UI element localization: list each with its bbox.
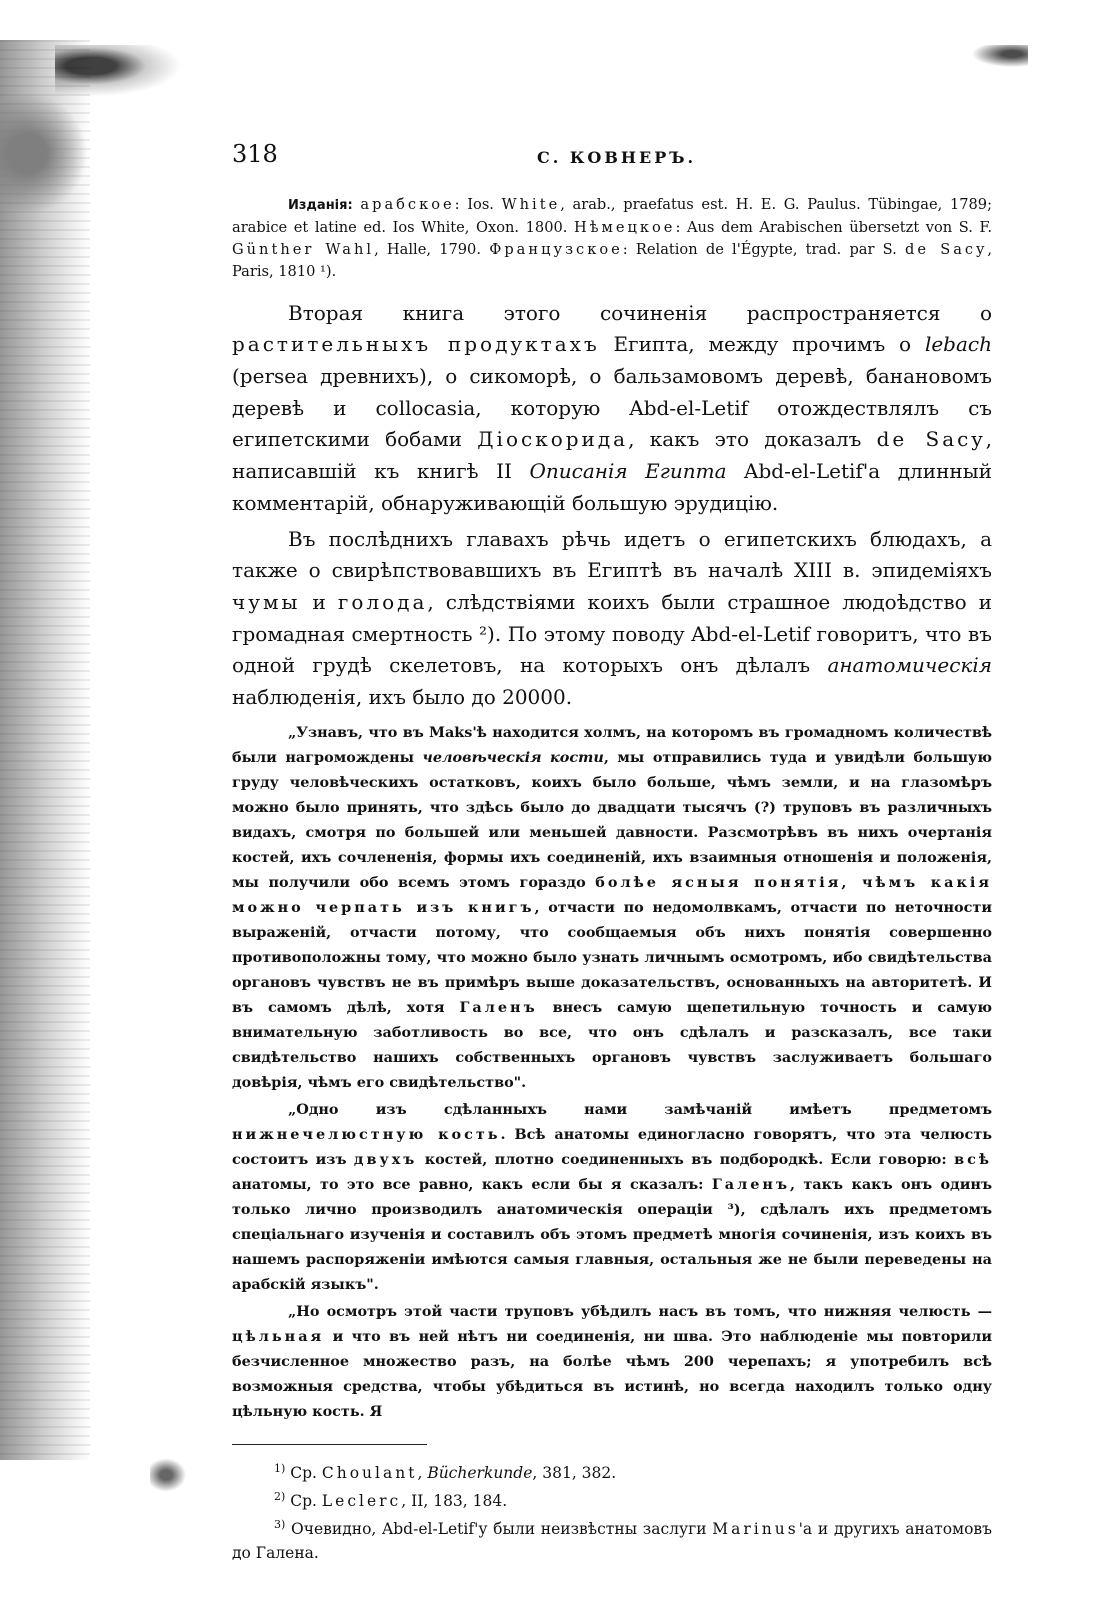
text-run: (persea древнихъ), о сикоморѣ, о бальзамовомъ деревѣ, банановомъ деревѣ и collocasia, которую Abd-el-Letif отождествлялъ съ египетскими бобами [232,364,992,452]
scan-shadow-top [55,45,235,115]
text-run: Въ послѣднихъ главахъ рѣчь идетъ о египетскихъ блюдахъ, а также о свирѣпствовавшихъ въ Египтѣ въ началѣ XIII в. эпидеміяхъ [232,526,992,583]
spaced-text: Choulant [321,1463,418,1482]
text-run: наблюденія, ихъ было до 20000. [232,685,573,710]
text-run: Abd-el-Letif'a длинный комментарій, обнаруживающій большую эрудицію. [232,459,993,515]
text-run: „Но осмотръ этой части труповъ убѣдилъ насъ въ томъ, что нижняя челюсть — [288,1302,992,1320]
footnote-3 [232,1513,992,1565]
scan-speck-bottom [150,1455,190,1495]
quote-paragraph-3 [232,1299,992,1424]
text-run: , II, 183, 184. [401,1492,508,1511]
text-run: , мы отправились туда и увидѣли большую груду человѣческихъ остатковъ, коихъ было больше, чѣмъ земли, и на глазомѣръ можно было принять, что здѣсь было до двадцати тысячъ (?) труповъ въ различныхъ видахъ, смотря по большей или меньшей давности. Разсмотрѣвъ въ нихъ очертанія костей, ихъ сочлененія, формы ихъ соединеній, ихъ взаимныя отношенія и положенія, мы получили обо всемъ этомъ гораздо [232,748,992,891]
text-run: внесъ самую щепетильную точность и самую внимательную заботливость во все, что онъ сдѣлалъ и разсказалъ, все таки свидѣтельство нашихъ собственныхъ органовъ чувствъ заслуживаетъ большаго довѣрія, чѣмъ его свидѣтельство". [232,998,992,1091]
spaced-text: Нѣмецкое [574,219,676,236]
italic-text: Bücherkunde [427,1463,533,1482]
scan-shadow-left [0,40,90,1460]
italic-text: человѣческія кости [422,748,604,766]
italic-text: lebach [924,332,992,357]
spaced-text: Marinus [712,1520,799,1539]
footnote-marker: 2) [274,1489,286,1503]
text-run: , [417,1463,428,1482]
text-run: , 381, 382. [532,1463,617,1482]
spaced-text: нижнечелюстную кость [232,1125,501,1143]
editions-label: Изданія: [288,198,353,213]
spaced-text: всѣ [954,1150,992,1168]
editions-note [232,194,992,283]
text-run: 'a и другихъ анатомовъ до Галена. [232,1520,992,1563]
footnote-rule [232,1444,427,1445]
body-paragraph-2 [232,524,992,714]
footnote-1 [232,1457,992,1485]
spaced-text: растительныхъ продуктахъ [232,332,600,357]
spaced-text: болѣе ясныя понятія, чѣмъ какія можно черпать изъ книгъ [232,873,992,916]
spaced-text: Günther Wahl [232,241,375,258]
spaced-text: двухъ [353,1150,418,1168]
text-run: , слѣдствіями коихъ были страшное людоѣдство и громадная смертность ²). По этому поводу Abd-el-Letif говоритъ, что въ одной грудѣ скелетовъ, на которыхъ онъ дѣлалъ [232,589,992,678]
text-run: и [300,589,338,614]
footnote-2 [232,1485,992,1513]
spaced-text: Галенъ [459,998,538,1016]
footnotes [232,1457,992,1565]
spaced-text: Leclerc [321,1492,402,1511]
footnote-marker: 1) [274,1461,286,1475]
text-run: . Всѣ анатомы единогласно говорятъ, что эта челюсть состоитъ изъ [232,1125,992,1168]
book-page [232,140,992,1565]
quote-paragraph-1 [232,720,992,1095]
text-run: , Halle, 1790. [374,241,490,258]
spaced-text: Діоскорида [477,427,629,452]
spaced-text: голода [337,589,428,614]
spaced-text: чумы [232,589,301,614]
spaced-text: Французское [489,241,623,258]
spaced-text: de Sacy [905,241,988,258]
page-header [232,140,992,180]
text-run: „Узнавъ, что въ Maks'ѣ находится холмъ, на которомъ въ громадномъ количествѣ были нагромождены [232,723,992,766]
italic-text: анатомическія [827,653,992,678]
spaced-text: цѣльная [232,1327,325,1345]
footnote-marker: 3) [274,1518,286,1532]
spaced-text: de Sacy [876,427,986,452]
text-run: , такъ какъ онъ одинъ только лично производилъ анатомическія операціи ³), сдѣлалъ ихъ предметомъ спеціальнаго изученія и составилъ объ этомъ предметѣ многія сочиненія, изъ коихъ въ нашемъ распоряженіи имѣются самыя главныя, остальныя же не были переведены на арабскій языкъ". [232,1175,992,1293]
text-run: : Aus dem Arabischen übersetzt von S. F. [675,219,992,236]
body-paragraph-1 [232,298,992,520]
text-run: Очевидно, Abd-el-Letif'у были неизвѣстны заслуги [285,1520,713,1539]
text-run: Ср. [285,1492,322,1511]
text-run: : Relation de l'Égypte, trad. par S. [622,241,906,258]
scan-shadow-right [948,45,1028,75]
text-run: , какъ это доказалъ [628,427,877,452]
text-run: Ср. [285,1463,322,1482]
text-run: анатомы, то это все равно, какъ если бы я сказалъ: [232,1175,712,1193]
text-run: , Paris, 1810 ¹). [232,241,992,280]
running-head: С. КОВНЕРЪ. [537,148,697,167]
text-run: „Одно изъ сдѣланныхъ нами замѣчаній имѣетъ предметомъ [288,1100,992,1118]
text-run: , отчасти по недомолвкамъ, отчасти по неточности выраженій, отчасти потому, что сообщаемыя объ нихъ понятія совершенно противоположны тому, что можно было узнать личнымъ осмотромъ, ибо свидѣтельства органовъ чувствъ не въ примѣръ выше доказательствъ, основанныхъ на авторитетѣ. И въ самомъ дѣлѣ, хотя [232,898,992,1016]
text-run: , написавшій къ книгѣ II [232,427,992,484]
quote-paragraph-2 [232,1097,992,1297]
spaced-text: арабское [360,196,455,213]
spaced-text: Галенъ [711,1175,790,1193]
text-run: , arab., praefatus est. H. E. G. Paulus. Tübingae, 1789; arabice et latine ed. Ios White, Oxon. 1800. [232,196,993,236]
text-run: костей, плотно соединенныхъ въ подбородкѣ. Если говорю: [417,1150,955,1168]
spaced-text: White [501,196,561,213]
page-number: 318 [232,140,278,168]
text-run: Египта, между прочимъ о [599,332,925,357]
text-run: и что въ ней нѣтъ ни соединенія, ни шва. Это наблюденіе мы повторили безчисленное множество разъ, на болѣе чѣмъ 200 черепахъ; я употребилъ всѣ возможныя средства, чтобы убѣдиться въ истинѣ, но всегда находилъ только одну цѣльную кость. Я [232,1327,992,1420]
italic-text: Описанія Египта [529,459,727,484]
text-run: : Ios. [454,196,502,213]
text-run: Вторая книга этого сочиненія распространяется о [288,300,992,325]
